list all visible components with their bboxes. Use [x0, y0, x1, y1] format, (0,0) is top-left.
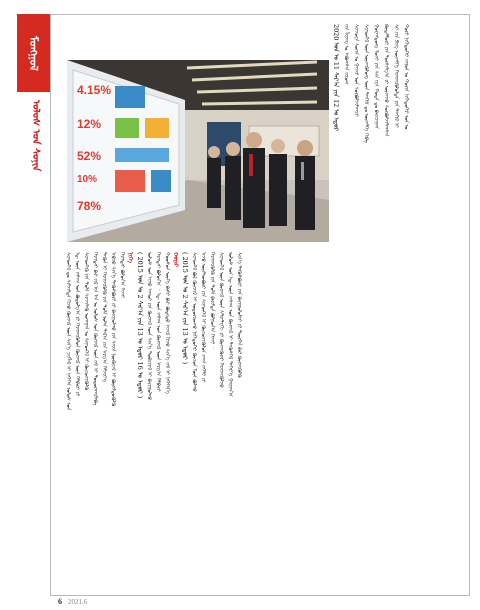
body-line: ᠰᠢᠨᠡᠳᠭᠡᠯ ᠳᠤ ᠰᠢᠯᠵᠢᠯᠲᠡ ᠬᠢᠵᠦ ᠬᠦᠭᠵᠢᠯ ᠦᠨ ᠰᠢᠨ᠎ᠡ ᠴᠢᠭᠯᠡᠯ ᠢ ᠨᠡᠭᠡᠭᠡᠨ ᠤᠯᠤᠰ ᠤᠨ: [65, 252, 71, 411]
screen-stat: 78%: [77, 199, 102, 213]
section-heading: ᠨᠢᠭᠡ: [127, 252, 134, 263]
screen-stat: 52%: [77, 149, 102, 163]
body-line: ᠰᠢᠨᠡᠳᠭᠡᠯ ᠦᠨ ᠬᠦᠭᠵᠢᠯ ᠦᠨ ᠰᠲᠷᠠᠲᠧᠭᠢ ᠶᠢ ᠭᠦᠨᠵᠡᠭᠦᠷᠡᠢ ᠬᠡᠷᠡᠭᠵᠢᠭᠦᠯᠵᠦ: [218, 252, 224, 388]
body-line: ᠤᠯᠤᠰ ᠤᠨ ᠠᠵᠤ ᠠᠬᠤᠢ ᠶᠢᠨ ᠬᠦᠭᠵᠢᠯ ᠦᠨ ᠰᠢᠨ᠎ᠡ ᠲᠣᠪᠴᠢᠶᠠᠯ ᠢ ᠪᠠᠶᠢᠭᠤᠯᠬᠤ: [146, 252, 152, 401]
caption-line: ᠰᠢ ᠵᠢᠨ ᠫᠢᠩ ᠦᠵᠡᠯᠭᠡ ᠬᠡᠷᠡᠭᠵᠢᠭᠦᠯᠦᠯᠲᠡ ᠶᠢᠨ ᠲᠠᠨᠬᠢᠮ ᠢ: [393, 24, 399, 128]
caption-line: ᠬᠣᠷᠢ ᠨᠢᠭᠡᠳᠦᠭᠡᠷ ᠵᠠᠭᠤᠨ ᠤ ᠬᠣᠷᠢᠨ ᠨᠢᠭᠡᠳᠦᠭᠡᠷ ᠣᠨ ᠤ: [403, 24, 409, 130]
caption-date: 2020 ᠣᠨ ᠤ 11 ᠰᠠᠷ᠎ᠠ ᠶᠢᠨ 12 ᠤ ᠡᠳᠦᠷ: [332, 24, 340, 132]
section-date: ( 2015 ᠣᠨ ᠤ 2 ᠰᠠᠷ᠎ᠠ ᠶᠢᠨ 13 ᠤ ᠡᠳᠦᠷ ): [181, 252, 189, 365]
page-footer: [58, 597, 87, 606]
body-line: ᠬᠡᠷᠡᠭᠲᠡᠢ ᠪᠣᠯᠤᠨ᠎ᠠ ᠭᠡᠵᠡᠢ: [119, 252, 125, 299]
news-photo: [67, 60, 329, 242]
caption-line: ᠵᠢᠨ ᠯᠢᠶᠠᠩ ᠤ ᠠᠪᠤᠭᠰᠠᠨ ᠵᠢᠷᠤᠭ: [343, 24, 349, 85]
body-line: ᠰᠢᠨᠡᠳᠭᠡᠯ ᠪᠣᠯ ᠬᠦᠭᠵᠢᠯ ᠢ ᠤᠳᠤᠷᠢᠳᠬᠤ ᠨᠢᠭᠡᠳᠦᠭᠡᠷ ᠬᠦᠴᠦᠨ ᠮᠦᠨ ᠪᠣᠯᠬᠤ: [191, 252, 197, 392]
body-line: ᠠᠪᠴᠤ ᠰᠢᠨ᠎ᠡ ᠲᠡᠭᠦᠰᠪᠦᠷᠢ ᠶᠢ ᠪᠠᠢᠭᠤᠯᠬᠤ ᠶᠢᠨ ᠰᠠᠶᠢᠨ ᠨᠦᠬᠦᠴᠡᠯ ᠢ ᠪᠦᠷᠢᠯᠳᠦᠭᠦᠯᠬᠦ: [110, 252, 116, 407]
issue-date: 2021.6: [68, 598, 88, 606]
screen-stat: 4.15%: [77, 83, 112, 97]
section-heading: ᠬᠣᠶᠠᠷ: [172, 252, 179, 268]
caption-line: ᠬᠦᠳᠡᠯᠮᠦᠷᠢ ᠶᠢᠨ ᠲᠤᠷᠰᠢᠯᠭ᠎ᠠ ᠶᠢ ᠦᠵᠡᠵᠦ ᠰᠤᠷᠪᠤᠯᠵᠢᠯᠠᠭᠰᠠᠨ: [383, 24, 389, 137]
page-number: 6: [58, 597, 62, 606]
body-line: ᠬᠡᠷᠡᠭᠲᠡᠢ ᠪᠣᠯᠤᠨ᠎ᠠ ᠃ ᠡᠳ᠋ ᠦᠨ ᠵᠠᠰᠠᠭ ᠤᠨ ᠬᠦᠭᠵᠢᠯ ᠦᠨ ᠠᠷᠭ᠎ᠠ ᠬᠡᠯᠪᠡᠷᠢ: [155, 252, 161, 392]
body-line: ᠲᠡᠭᠦᠨ ᠢ ᠬᠡᠷᠡᠭᠵᠢᠭᠦᠯᠬᠦ ᠶᠢᠨ ᠲᠤᠯᠠ ᠣᠯᠠᠨ ᠲᠠᠯ᠎ᠠ ᠶᠢᠨ ᠠᠷᠭ᠎ᠠ ᠬᠡᠮᠵᠢᠶ᠎ᠡ: [101, 252, 107, 383]
section-title: ᠤᠯᠤᠰ ᠤᠨ ᠰᠤᠨᠢᠨ: [30, 100, 41, 172]
body-line: ᠬᠡᠷᠡᠭᠵᠢᠭᠦᠯᠬᠦ ᠶᠢᠨ ᠲᠤᠯᠠ ᠪᠠᠷᠢᠮᠲᠠ ᠪᠣᠯᠭᠤᠨ᠎ᠠ ᠭᠡᠵᠡᠢ ᠃: [209, 252, 215, 350]
photo-caption: [332, 24, 458, 236]
caption-line: ᠰᠢᠨᠡᠳᠭᠡᠯ ᠦᠨ ᠦᠵᠡᠭᠦᠯᠦᠩ ᠦᠨ ᠲᠠᠨᠬᠢᠮ ᠳᠤ ᠦᠵᠡᠯᠭᠡ ᠬᠢᠪᠡ: [363, 24, 369, 144]
screen-stat: 10%: [77, 174, 98, 185]
body-line: ᠡᠳ᠋ ᠦᠨ ᠵᠠᠰᠠᠭ ᠤᠨ ᠪᠣᠳᠤᠯᠭ᠎ᠠ ᠶᠢ ᠬᠡᠷᠡᠭᠵᠢᠭᠦᠯᠦᠨ ᠬᠦᠭᠵᠢᠯ ᠦᠨ ᠬᠡᠯᠪᠡᠷᠢ ᠶᠢ: [74, 252, 80, 397]
body-line: ᠠᠵᠤ ᠦᠢᠯᠡᠳᠪᠦᠷᠢ ᠶᠢᠨ ᠰᠢᠨᠡᠳᠭᠡᠯ ᠢ ᠬᠦᠴᠦᠵᠢᠭᠦᠯᠦᠨ ᠵᠠᠬᠠ ᠵᠡᠭᠡᠯᠢ ᠶᠢ: [200, 252, 206, 383]
masthead-tab: [17, 14, 50, 92]
body-line: ᠰᠢᠨ᠎ᠡ ᠲᠡᠭᠦᠰᠪᠦᠷᠢ ᠶᠢᠨ ᠪᠠᠶᠢᠭᠤᠯᠤᠮᠵᠢ ᠶᠢ ᠲᠦᠷᠭᠡᠨ ᠪᠡᠷ ᠬᠦᠭᠵᠢᠭᠦᠯᠬᠦ: [236, 252, 242, 378]
article-body: [64, 252, 462, 586]
caption-line: ᠭᠤᠸᠠᠩᠳᠦᠩ ᠮᠤᠵᠢ ᠶᠢᠨ ᠱᠢᠨ ᠵᠧᠨ ᠬᠣᠲᠠ ᠳᠤ ᠪᠠᠶᠢᠴᠠᠭᠠᠨ: [373, 24, 379, 129]
section-date: ( 2015 ᠣᠨ ᠤ 2 ᠰᠠᠷ᠎ᠠ ᠶᠢᠨ 13 ᠤ ᠡᠳᠦᠷ 16 ᠤ ᠡᠳᠦᠷ ): [136, 252, 144, 399]
caption-line: ᠰᠢᠨᠵᠤᠸᠠ ᠰᠣᠨᠢᠨ ᠤ ᠭᠠᠵᠠᠷ ᠤᠨ ᠰᠤᠷᠪᠤᠯᠵᠢᠯᠠᠭᠴᠢ: [353, 24, 359, 117]
body-line: ᠰᠢᠨᠡᠳᠬᠡᠬᠦ ᠶᠢᠨ ᠲᠤᠯᠠ ᠰᠢᠨᠵᠢᠯᠡᠬᠦ ᠤᠬᠠᠭᠠᠨ ᠤ ᠰᠢᠨᠡᠳᠭᠡᠯ ᠢ ᠬᠦᠴᠦᠵᠢᠭᠦᠯᠬᠦ: [83, 252, 89, 391]
body-line: ᠤᠯᠤᠰ ᠤᠨ ᠡᠳ᠋ ᠦᠨ ᠵᠠᠰᠠᠭ ᠤᠨ ᠬᠦᠭᠵᠢᠯ ᠢ ᠲᠡᠭᠦᠰᠬᠡᠯ ᠳᠡᠭᠡᠷ᠎ᠡ ᠭᠠᠷᠭᠠᠨ᠎ᠠ: [227, 252, 233, 397]
body-line: ᠬᠣᠣᠰᠤᠨ ᠦᠭᠡ ᠪᠢᠰᠢ ᠪᠡᠷ ᠪᠣᠳᠢᠲᠤ ᠠᠵᠢᠯ ᠬᠢᠵᠦ ᠰᠢᠨ᠎ᠡ ᠵᠠᠮ ᠢ ᠨᠡᠭᠡᠭᠡᠨ᠎ᠡ: [164, 252, 170, 395]
screen-stat: 12%: [77, 117, 102, 131]
body-line: ᠬᠡᠷᠡᠭᠲᠡᠢ ᠪᠡᠷ ᠵᠢᠯ ᠢᠨ ᠮᠠᠨ ᠤ ᠤᠯᠤᠰ ᠤᠨ ᠬᠦᠭᠵᠢᠯ ᠦᠨ ᠵᠠᠮ ᠢ ᠲᠣᠳᠤᠷᠬᠠᠢᠯᠠᠪᠠ: [92, 252, 98, 406]
masthead-label: ᠮᠣᠩᠭᠣᠯ: [27, 35, 40, 71]
